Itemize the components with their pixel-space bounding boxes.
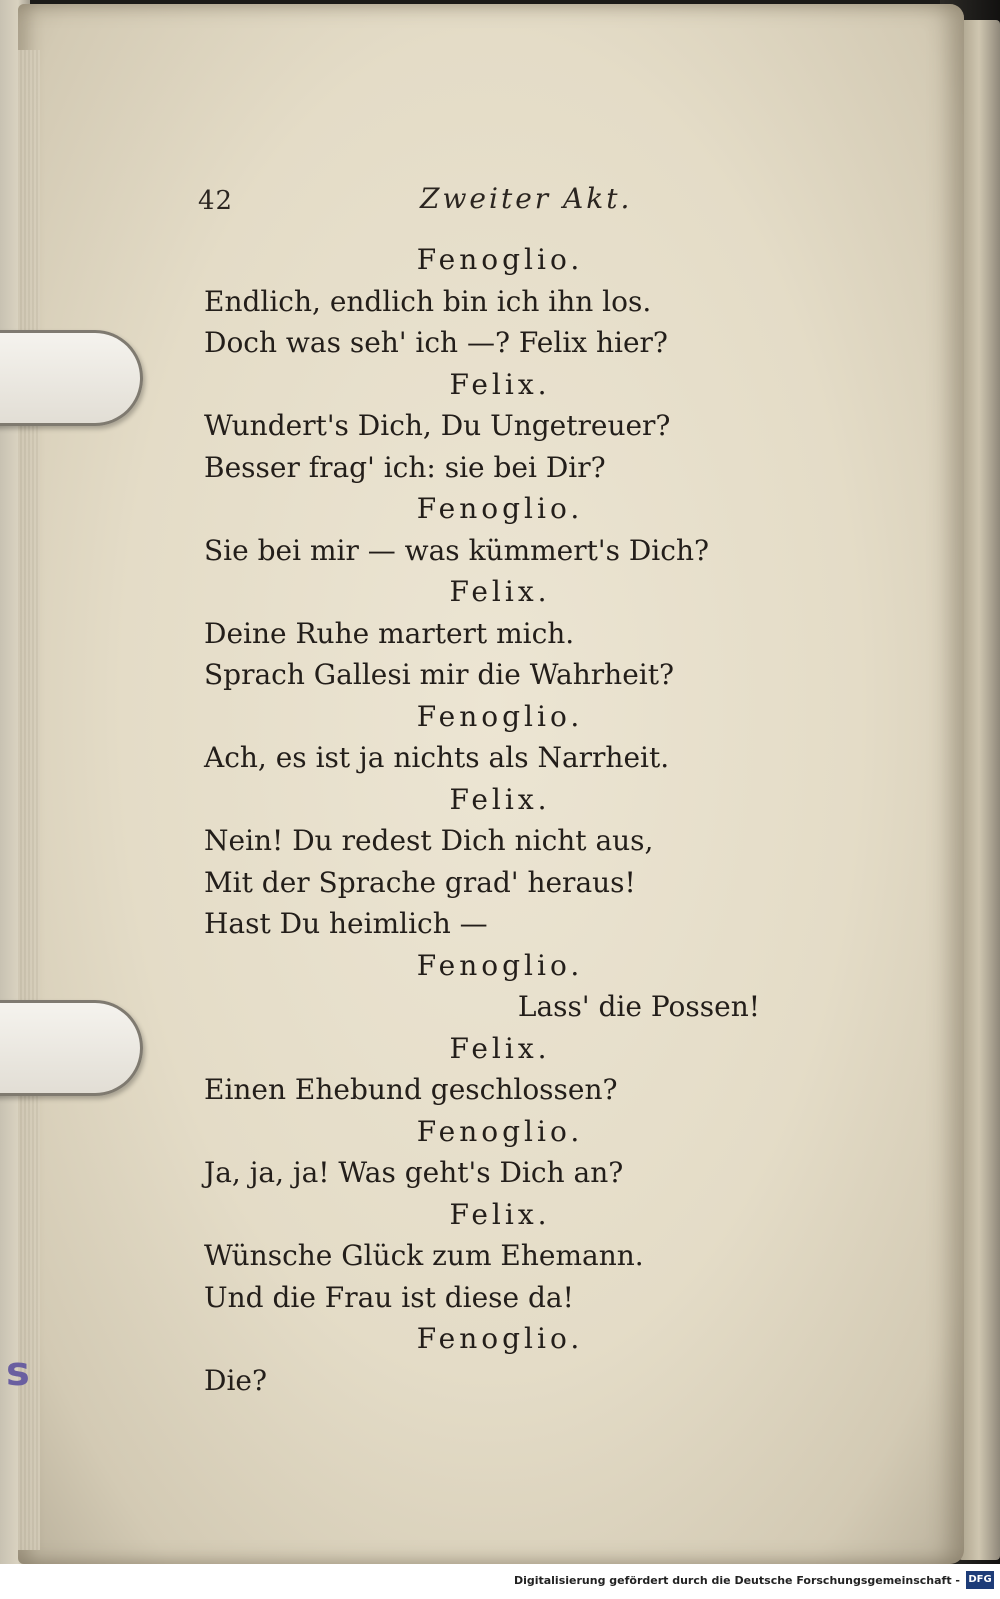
speaker-name: Felix. — [449, 1032, 551, 1065]
verse-line: Lass' die Possen! — [517, 990, 760, 1023]
verse-line: Ach, es ist ja nichts als Narrheit. — [204, 741, 670, 774]
page-header — [0, 178, 1000, 222]
speaker-name: Felix. — [449, 783, 551, 816]
verse-line: Und die Frau ist diese da! — [204, 1281, 574, 1314]
footer-bar — [0, 1564, 1000, 1599]
stamp-mark: s — [6, 1349, 30, 1395]
verse-line: Sie bei mir — was kümmert's Dich? — [204, 534, 709, 567]
verse-line: Deine Ruhe martert mich. — [204, 617, 575, 650]
verse-line: Einen Ehebund geschlossen? — [204, 1073, 618, 1106]
verse-line: Ja, ja, ja! Was geht's Dich an? — [204, 1156, 624, 1189]
speaker-name: Felix. — [449, 575, 551, 608]
verse-line: Nein! Du redest Dich nicht aus, — [204, 824, 654, 857]
page-number: 42 — [198, 186, 234, 216]
speaker-name: Felix. — [449, 1198, 551, 1231]
verse-line: Hast Du heimlich — — [204, 907, 488, 940]
verse-line: Wünsche Glück zum Ehemann. — [204, 1239, 644, 1272]
speaker-name: Fenoglio. — [416, 700, 584, 733]
verse-line: Endlich, endlich bin ich ihn los. — [204, 285, 652, 318]
verse-line: Doch was seh' ich —? Felix hier? — [204, 326, 668, 359]
funding-credit: Digitalisierung gefördert durch die Deutsche Forschungsgemeinschaft - — [513, 1574, 960, 1587]
speaker-name: Fenoglio. — [416, 1115, 584, 1148]
running-title: Zweiter Akt. — [420, 182, 633, 215]
speaker-name: Fenoglio. — [416, 492, 584, 525]
dfg-logo: DFG — [966, 1571, 994, 1589]
speaker-name: Felix. — [449, 368, 551, 401]
speaker-name: Fenoglio. — [416, 1322, 584, 1355]
verse-line: Die? — [204, 1364, 267, 1397]
speaker-name: Fenoglio. — [416, 243, 584, 276]
verse-line: Mit der Sprache grad' heraus! — [204, 866, 636, 899]
speaker-name: Fenoglio. — [416, 949, 584, 982]
verse-line: Wundert's Dich, Du Ungetreuer? — [204, 409, 671, 442]
verse-line: Sprach Gallesi mir die Wahrheit? — [204, 658, 674, 691]
verse-line: Besser frag' ich: sie bei Dir? — [204, 451, 606, 484]
